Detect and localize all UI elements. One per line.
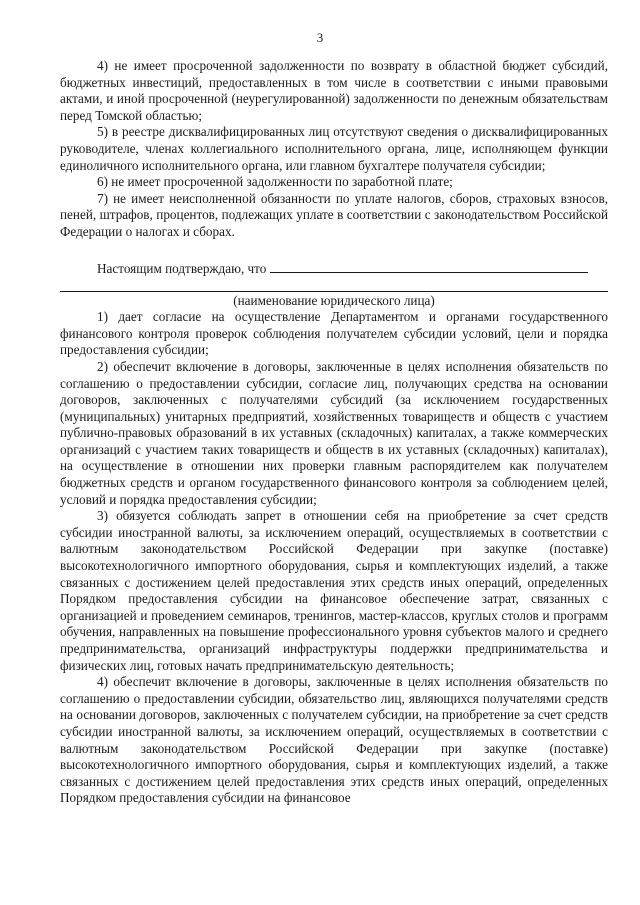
entity-name-caption: (наименование юридического лица) [233, 293, 435, 309]
confirmation-line [60, 259, 608, 278]
confirmation-text: Настоящим подтверждаю, что [97, 260, 267, 276]
list-item-5: 5) в реестре дисквалифицированных лиц отсутствуют сведения о дисквалифицированных руководителе, членах коллегиального исполнительного органа, лице, исполняющем функции единоличного исполнительного органа, или главном бухгалтере получателя субсидии; [60, 124, 608, 173]
entity-name-blank-continued [60, 279, 608, 292]
commitment-item-2: 2) обеспечит включение в договоры, заключенные в целях исполнения обязательств по соглашению о предоставлении субсидии, согласие лиц, получающих средства на основании договоров, заключенных с получателями субсидий (за исключением государственных (муниципальных) унитарных предприятий, хозяйственных товариществ и обществ с участием публично-правовых образований в их уставных (складочных) капиталах, а также коммерческих организаций с участием таких товариществ и обществ в их уставных (складочных) капиталах), на осуществление в отношении них проверки главным распорядителем как получателем бюджетных средств и органом государственного финансового контроля за соблюдением целей, условий и порядка предоставления субсидии; [60, 358, 608, 507]
document-body [60, 58, 608, 807]
list-item-7: 7) не имеет неисполненной обязанности по уплате налогов, сборов, страховых взносов, пеней, штрафов, процентов, подлежащих уплате в соответствии с законодательством Российской Федерации о налогах и сборах. [60, 190, 608, 239]
list-item-6: 6) не имеет просроченной задолженности по заработной плате; [97, 174, 453, 190]
list-item-4: 4) не имеет просроченной задолженности по возврату в областной бюджет субсидий, бюджетных инвестиций, предоставленных в том числе в соответствии с иными правовыми актами, и иной просроченной (неурегулированной) задолженности по денежным обязательствам перед Томской областью; [60, 58, 608, 123]
commitment-item-1: 1) дает согласие на осуществление Департаментом и органами государственного финансового контроля проверок соблюдения получателем субсидии условий, цели и порядка предоставления субсидии; [60, 309, 608, 358]
commitment-item-4: 4) обеспечит включение в договоры, заключенные в целях исполнения обязательств по соглашению о предоставлении субсидии, обязательство лиц, являющихся получателями средств на основании договоров, заключенных с получателем субсидии, на приобретение за счет средств субсидии иностранной валюты, за исключением операций, осуществляемых в соответствии с валютным законодательством Российской Федерации при закупке (поставке) высокотехнологичного импортного оборудования, сырья и комплектующих изделий, а также связанных с достижением целей предоставления этих средств иных операций, определенных Порядком предоставления субсидии на финансовое [60, 674, 608, 806]
commitment-item-3: 3) обязуется соблюдать запрет в отношении себя на приобретение за счет средств субсидии иностранной валюты, за исключением операций, осуществляемых в соответствии с валютным законодательством Российской Федерации при закупке (поставке) высокотехнологичного импортного оборудования, сырья и комплектующих изделий, а также связанных с достижением целей предоставления этих средств иных операций, определенных Порядком предоставления субсидии на финансовое обеспечение затрат, связанных с организацией и проведением семинаров, тренингов, мастер-классов, круглых столов и программ обучения, направленных на повышение профессионального уровня субъектов малого и среднего предпринимательства, организаций инфраструктуры поддержки предпринимательства и физических лиц, готовых начать предпринимательскую деятельность; [60, 508, 608, 673]
section-spacer [60, 241, 608, 259]
page-number: 3 [316, 30, 324, 45]
entity-name-blank [270, 259, 588, 273]
